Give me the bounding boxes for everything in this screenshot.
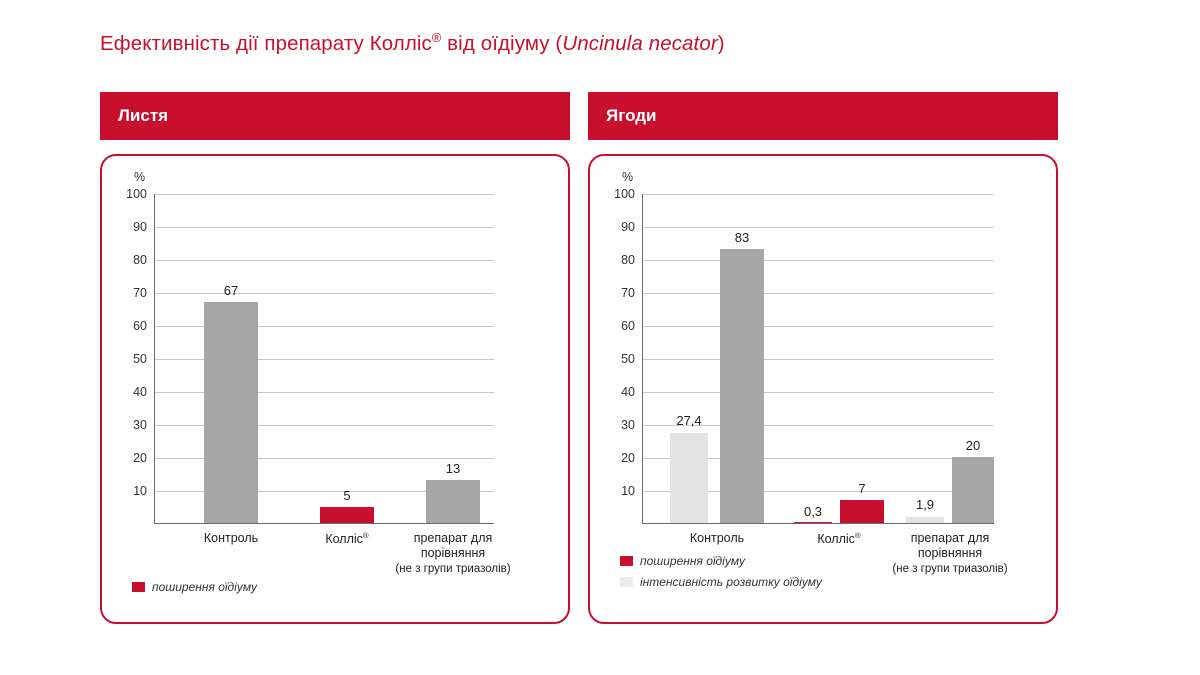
chart-leaves [102, 156, 568, 622]
ytick-40: 40 [621, 385, 635, 399]
barvalue-kollis-intensity: 7 [858, 480, 866, 496]
ytick-20: 20 [621, 451, 635, 465]
y-axis-left [154, 194, 155, 524]
catlabel-compare-l2: порівняння [420, 546, 486, 561]
ytick-70: 70 [621, 286, 635, 300]
catlabel-compare-left [395, 531, 510, 577]
legend-leaves [132, 580, 257, 601]
catlabel-kollis-mark: ® [362, 530, 369, 540]
legend-label-spread-right: поширення оїдіуму [640, 554, 745, 568]
gridline-40 [642, 392, 994, 393]
barvalue-control-intensity: 83 [734, 230, 750, 246]
bar-control-spread [204, 302, 258, 523]
catlabel-control-right: Контроль [689, 530, 745, 545]
catlabel-kollis-text: Колліс [817, 531, 855, 546]
legend-item-intensity-right [620, 575, 822, 589]
barvalue-control-spread: 27,4 [676, 413, 702, 429]
legend-swatch-icon [132, 582, 145, 592]
ytick-90: 90 [133, 220, 147, 234]
gridline-70 [642, 293, 994, 294]
ytick-70: 70 [133, 286, 147, 300]
legend-item-spread-left [132, 580, 257, 594]
y-axis-right [642, 194, 643, 524]
gridline-50 [642, 359, 994, 360]
legend-berries [620, 554, 822, 596]
legend-swatch-icon [620, 556, 633, 566]
ytick-100: 100 [126, 187, 147, 201]
catlabel-control-left: Контроль [203, 530, 259, 545]
legend-item-spread-right [620, 554, 822, 568]
catlabel-compare-l2: порівняння [917, 546, 983, 561]
ytick-50: 50 [621, 352, 635, 366]
bar-kollis-spread [794, 522, 832, 523]
gridline-80 [154, 260, 494, 261]
ytick-60: 60 [621, 319, 635, 333]
catlabel-compare-l3: (не з групи триазолів) [395, 562, 511, 575]
bar-compare-intensity [952, 457, 994, 523]
catlabel-kollis-text: Колліс [325, 531, 363, 546]
catlabel-compare-right [892, 531, 1007, 577]
ytick-10: 10 [621, 484, 635, 498]
y-axis-unit-right: % [622, 170, 634, 184]
x-axis-left [154, 523, 494, 524]
catlabel-compare-l1: препарат для [910, 530, 990, 545]
panel-berries [588, 92, 1058, 624]
panel-leaves-body [100, 154, 570, 624]
title-part-2: від оїдіуму ( [441, 31, 563, 55]
catlabel-compare-l3: (не з групи триазолів) [892, 562, 1008, 575]
catlabel-kollis-left [325, 531, 368, 548]
ytick-100: 100 [614, 187, 635, 201]
legend-label-intensity-right: інтенсивність розвитку оїдіуму [640, 575, 822, 589]
gridline-90 [154, 227, 494, 228]
gridline-60 [642, 326, 994, 327]
gridline-100 [154, 194, 494, 195]
catlabel-kollis-mark: ® [854, 530, 861, 540]
panel-berries-body [588, 154, 1058, 624]
ytick-10: 10 [133, 484, 147, 498]
chart-berries [590, 156, 1056, 622]
bar-control-spread [670, 433, 708, 523]
bar-compare-spread [426, 480, 480, 523]
panel-berries-title: Ягоди [606, 106, 657, 125]
barvalue-kollis: 5 [343, 487, 351, 503]
panel-berries-header [588, 92, 1058, 140]
panel-leaves-header [100, 92, 570, 140]
legend-swatch-icon [620, 577, 633, 587]
barvalue-compare-intensity: 20 [965, 438, 981, 454]
bar-kollis-spread [320, 507, 374, 524]
ytick-30: 30 [621, 418, 635, 432]
ytick-20: 20 [133, 451, 147, 465]
gridline-80 [642, 260, 994, 261]
plot-area-leaves [126, 187, 511, 575]
catlabel-kollis-right [817, 531, 860, 548]
ytick-40: 40 [133, 385, 147, 399]
barvalue-compare-spread: 1,9 [915, 497, 935, 513]
barvalue-compare: 13 [445, 461, 461, 477]
ytick-60: 60 [133, 319, 147, 333]
gridline-90 [642, 227, 994, 228]
panel-leaves-title: Листя [118, 106, 169, 125]
ytick-90: 90 [621, 220, 635, 234]
panel-leaves [100, 92, 570, 624]
bar-control-intensity [720, 249, 764, 523]
y-axis-unit-left: % [134, 170, 146, 184]
title-species: Uncinula necator [562, 31, 718, 55]
gridline-100 [642, 194, 994, 195]
ytick-80: 80 [621, 253, 635, 267]
gridline-70 [154, 293, 494, 294]
legend-label-spread-left: поширення оїдіуму [152, 580, 257, 594]
page-title [100, 30, 725, 56]
title-registered-mark: ® [431, 30, 442, 45]
ytick-80: 80 [133, 253, 147, 267]
title-part-1: Ефективність дії препарату Колліс [100, 31, 432, 55]
catlabel-compare-l1: препарат для [413, 530, 493, 545]
ytick-30: 30 [133, 418, 147, 432]
bar-kollis-intensity [840, 500, 884, 523]
x-axis-right [642, 523, 994, 524]
barvalue-control: 67 [223, 282, 239, 298]
ytick-50: 50 [133, 352, 147, 366]
title-part-3: ) [717, 31, 725, 55]
bar-compare-spread [906, 517, 944, 523]
barvalue-kollis-spread: 0,3 [803, 504, 823, 520]
